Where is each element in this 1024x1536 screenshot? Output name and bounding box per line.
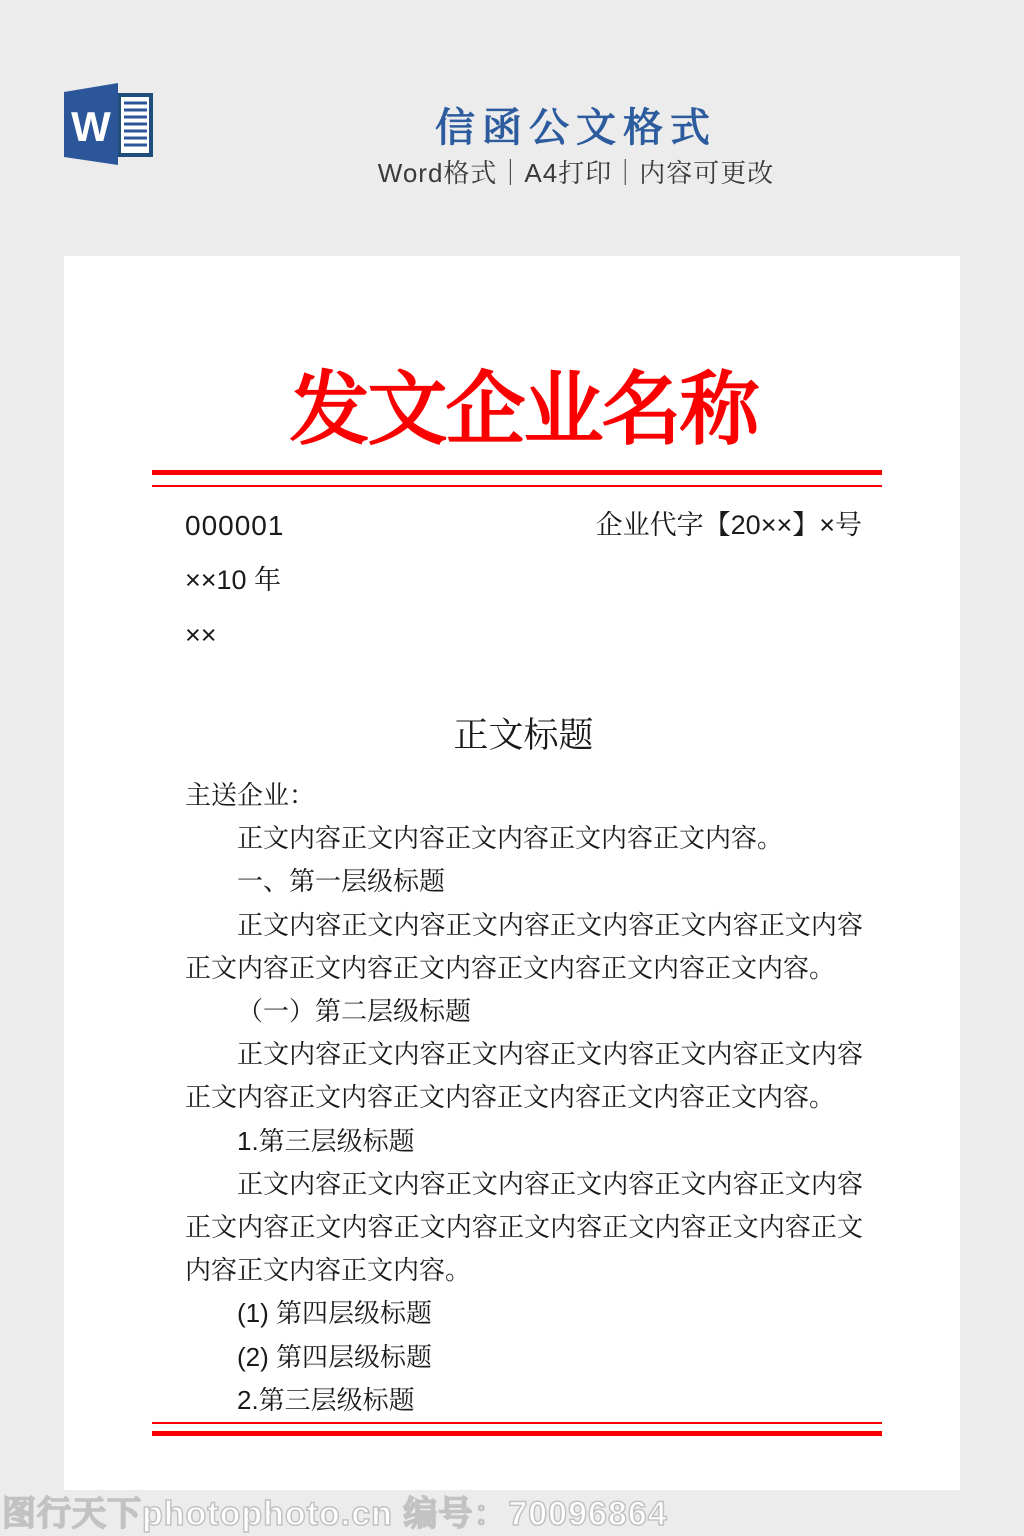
meta-row-1 xyxy=(185,498,862,553)
body-title: 正文标题 xyxy=(453,716,594,755)
word-icon-letter: W xyxy=(71,103,111,150)
date-line-1: ××10 年 xyxy=(185,565,282,595)
document-page xyxy=(64,256,960,1490)
site-watermark: 图行天下photophoto.cn 编号：70096864 xyxy=(2,1495,668,1533)
company-name: 发文企业名称 xyxy=(289,365,758,454)
paragraph: 正文内容正文内容正文内容正文内容正文内容正文内容正文内容正文内容正文内容正文内容正文内容正文内容。 xyxy=(185,909,863,983)
date-line-2: ×× xyxy=(185,620,217,650)
heading-level-4: (2) 第四层级标题 xyxy=(237,1341,433,1372)
heading-level-3: 2.第三层级标题 xyxy=(237,1384,415,1415)
heading-level-3: 1.第三层级标题 xyxy=(237,1125,415,1156)
bottom-rule-thick xyxy=(152,1431,882,1436)
template-subtitle: Word格式｜A4打印｜内容可更改 xyxy=(377,158,775,188)
meta-row-3 xyxy=(185,608,862,663)
serial-number: 000001 xyxy=(185,510,285,541)
bottom-rule-thin xyxy=(152,1422,882,1424)
salutation: 主送企业： xyxy=(185,780,316,810)
meta-row-2 xyxy=(185,553,862,608)
heading-level-4: (1) 第四层级标题 xyxy=(237,1298,433,1329)
paragraph: 正文内容正文内容正文内容正文内容正文内容。 xyxy=(237,823,784,854)
top-rule-thin xyxy=(152,485,882,487)
paragraph: 正文内容正文内容正文内容正文内容正文内容正文内容正文内容正文内容正文内容正文内容正文内容正文内容正文内容正文内容正文内容。 xyxy=(185,1168,863,1286)
body-text xyxy=(185,774,863,1422)
paragraph: 正文内容正文内容正文内容正文内容正文内容正文内容正文内容正文内容正文内容正文内容正文内容正文内容。 xyxy=(185,1039,863,1113)
heading-level-2: （一）第二层级标题 xyxy=(237,996,472,1027)
document-meta xyxy=(185,498,862,663)
template-title: 信函公文格式 xyxy=(435,106,717,150)
heading-level-1: 一、第一层级标题 xyxy=(237,866,446,897)
top-rule-thick xyxy=(152,470,882,475)
ref-number: 企业代字【20××】×号 xyxy=(595,510,862,540)
